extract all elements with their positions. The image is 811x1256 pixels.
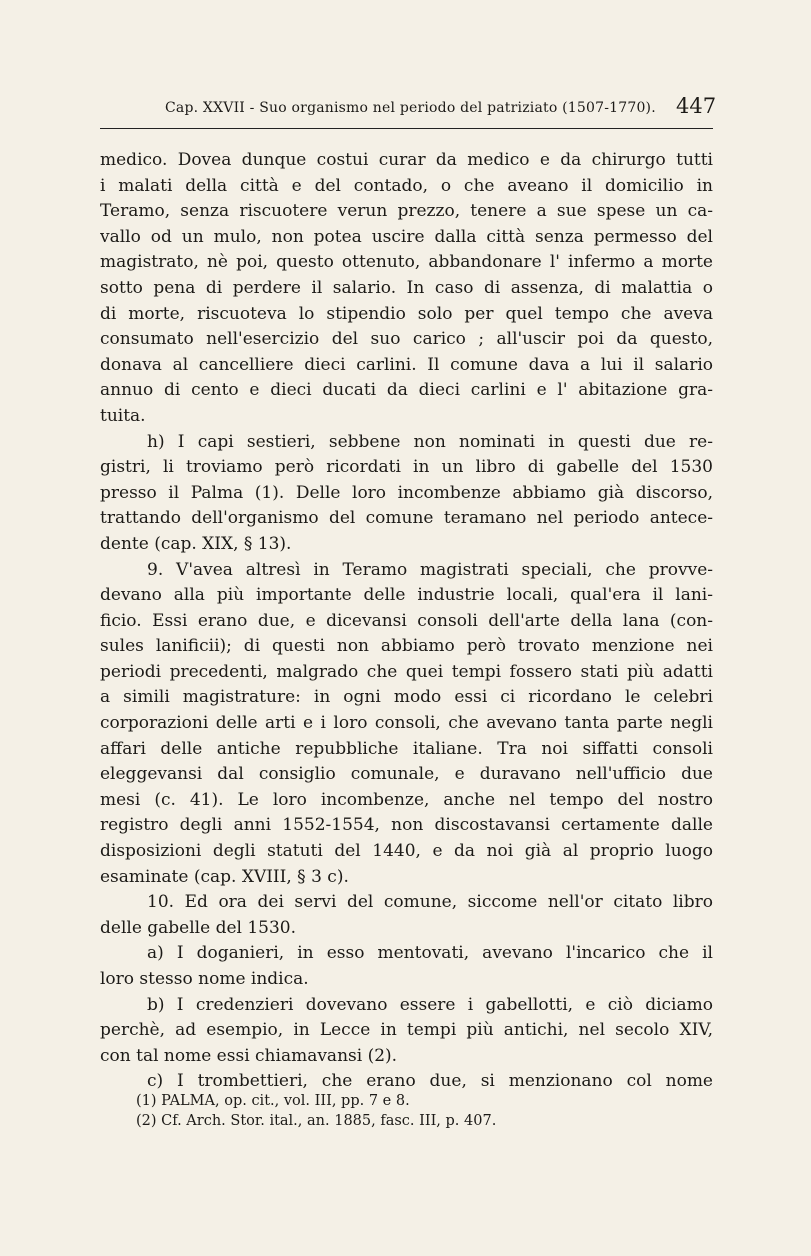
footnote-1: (1) PALMA, op. cit., vol. III, pp. 7 e 8. xyxy=(136,1093,410,1109)
text-line: Teramo, senza riscuotere verun prezzo, tenere a sue spese un ca- xyxy=(100,201,713,222)
text-line: tuita. xyxy=(100,405,146,426)
text-line: medico. Dovea dunque costui curar da medico e da chirurgo tutti xyxy=(100,150,713,170)
text-line: periodi precedenti, malgrado che quei tempi fossero stati più adatti xyxy=(100,661,713,682)
footnotes xyxy=(136,1091,696,1131)
text-line: presso il Palma (1). Delle loro incombenze abbiamo già discorso, xyxy=(100,482,713,503)
text-line: 9. V'avea altresì in Teramo magistrati speciali, che provve- xyxy=(147,559,713,580)
text-line: registro degli anni 1552-1554, non discostavansi certamente dalle xyxy=(100,815,713,836)
text-line: mesi (c. 41). Le loro incombenze, anche nel tempo del nostro xyxy=(100,789,713,810)
text-line: esaminate (cap. XVIII, § 3 c). xyxy=(100,866,349,887)
running-header-title: Cap. XXVII - Suo organismo nel periodo del patriziato (1507-1770). xyxy=(165,100,656,116)
text-line: di morte, riscuoteva lo stipendio solo per quel tempo che aveva xyxy=(100,303,713,324)
text-line: trattando dell'organismo del comune teramano nel periodo antece- xyxy=(100,508,713,529)
text-line: donava al cancelliere dieci carlini. Il comune dava a lui il salario xyxy=(100,354,713,375)
text-line: i malati della città e del contado, o che aveano il domicilio in xyxy=(100,175,713,196)
text-line: con tal nome essi chiamavansi (2). xyxy=(100,1045,398,1066)
text-line: a simili magistrature: in ogni modo essi ci ricordano le celebri xyxy=(100,687,713,708)
text-line: disposizioni degli statuti del 1440, e da noi già al proprio luogo xyxy=(100,841,713,862)
text-line: a) I doganieri, in esso mentovati, avevano l'incarico che il xyxy=(147,943,713,964)
header-rule xyxy=(100,128,713,129)
text-line: consumato nell'esercizio del suo carico ; all'uscir poi da questo, xyxy=(100,329,713,350)
text-line: affari delle antiche repubbliche italiane. Tra noi siffatti consoli xyxy=(100,738,713,759)
text-line: magistrato, nè poi, questo ottenuto, abbandonare l' infermo a morte xyxy=(100,252,713,273)
page-number: 447 xyxy=(676,94,717,118)
text-line: sotto pena di perdere il salario. In caso di assenza, di malattia o xyxy=(100,277,713,298)
text-line: annuo di cento e dieci ducati da dieci carlini e l' abitazione gra- xyxy=(100,380,713,401)
text-line: dente (cap. XIX, § 13). xyxy=(100,533,292,554)
text-line: loro stesso nome indica. xyxy=(100,969,309,989)
text-line: c) I trombettieri, che erano due, si menzionano col nome xyxy=(147,1071,713,1092)
text-line: sules lanificii); di questi non abbiamo però trovato menzione nei xyxy=(100,636,713,657)
text-line: devano alla più importante delle industrie locali, qual'era il lani- xyxy=(100,585,713,606)
text-line: gistri, li troviamo però ricordati in un libro di gabelle del 1530 xyxy=(100,457,713,478)
footnote-2: (2) Cf. Arch. Stor. ital., an. 1885, fasc. III, p. 407. xyxy=(136,1113,497,1129)
text-line: corporazioni delle arti e i loro consoli, che avevano tanta parte negli xyxy=(100,713,713,734)
text-line: h) I capi sestieri, sebbene non nominati in questi due re- xyxy=(147,431,713,452)
text-line: b) I credenzieri dovevano essere i gabellotti, e ciò diciamo xyxy=(147,994,713,1015)
text-line: vallo od un mulo, non potea uscire dalla città senza permesso del xyxy=(100,226,713,247)
text-line: 10. Ed ora dei servi del comune, siccome nell'or citato libro xyxy=(147,892,713,913)
text-line: ficio. Essi erano due, e dicevansi consoli dell'arte della lana (con- xyxy=(100,610,713,631)
text-line: eleggevansi dal consiglio comunale, e duravano nell'ufficio due xyxy=(100,764,713,785)
body-text xyxy=(100,148,713,1095)
text-line: delle gabelle del 1530. xyxy=(100,917,297,938)
text-line: perchè, ad esempio, in Lecce in tempi più antichi, nel secolo XIV, xyxy=(100,1020,713,1041)
